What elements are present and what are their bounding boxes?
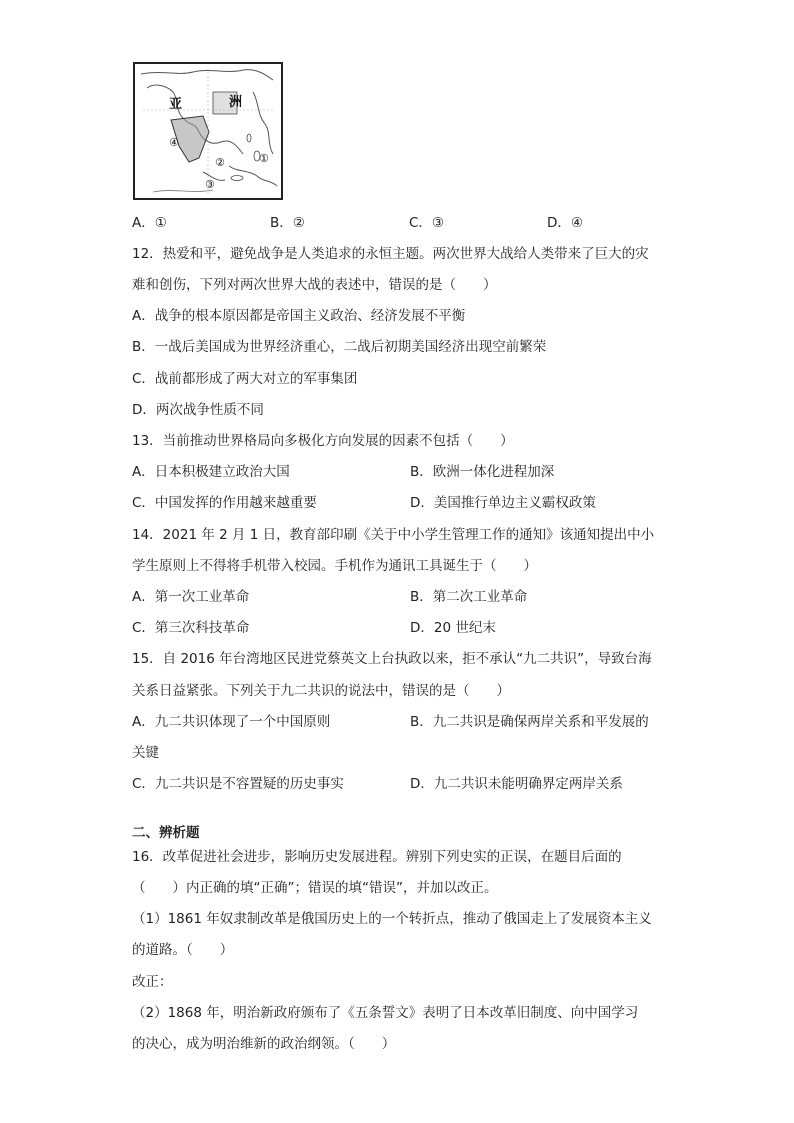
q15-option-b[interactable]: B．九二共识是确保两岸关系和平发展的	[410, 714, 649, 730]
map-marker-3: ③	[205, 178, 215, 191]
q13-option-d[interactable]: D．美国推行单边主义霸权政策	[410, 495, 596, 511]
map-label-zhou: 洲	[229, 95, 243, 110]
q11-option-c[interactable]: C．③	[409, 215, 445, 231]
map-label-ya: 亚	[169, 97, 183, 112]
map-marker-2: ②	[215, 156, 225, 169]
q16-part1-line2: 的道路。（ ）	[132, 942, 234, 958]
q12-option-b[interactable]: B．一战后美国成为世界经济重心，二战后初期美国经济出现空前繁荣	[132, 339, 547, 355]
q12-option-d[interactable]: D．两次战争性质不同	[132, 402, 264, 418]
q15-stem-line2: 关系日益紧张。下列关于九二共识的说法中，错误的是（ ）	[132, 683, 510, 699]
asia-map-figure	[133, 62, 283, 200]
map-marker-1: ①	[259, 152, 269, 165]
q16-part1-line1: （1）1861 年奴隶制改革是俄国历史上的一个转折点，推动了俄国走上了发展资本主义	[132, 911, 652, 927]
q15-option-c[interactable]: C．九二共识是不容置疑的历史事实	[132, 776, 344, 792]
q11-option-a[interactable]: A．①	[132, 215, 167, 231]
q15-stem-line1: 15．自 2016 年台湾地区民进党蔡英文上台执政以来，拒不承认“九二共识”，导致台海	[132, 651, 652, 667]
q14-option-c[interactable]: C．第三次科技革命	[132, 620, 250, 636]
q14-option-a[interactable]: A．第一次工业革命	[132, 589, 250, 605]
q12-stem-line2: 难和创伤，下列对两次世界大战的表述中，错误的是（ ）	[132, 277, 497, 293]
q13-option-a[interactable]: A．日本积极建立政治大国	[132, 464, 290, 480]
q14-stem-line1: 14．2021 年 2 月 1 日，教育部印刷《关于中小学生管理工作的通知》该通知提出中小	[132, 527, 655, 543]
q14-option-b[interactable]: B．第二次工业革命	[410, 589, 528, 605]
q15-option-d[interactable]: D．九二共识未能明确界定两岸关系	[410, 776, 623, 792]
q13-option-c[interactable]: C．中国发挥的作用越来越重要	[132, 495, 317, 511]
q12-stem-line1: 12．热爱和平，避免战争是人类追求的永恒主题。两次世界大战给人类带来了巨大的灾	[132, 246, 649, 262]
section-heading: 二、辨析题	[132, 825, 200, 841]
q15-option-a[interactable]: A．九二共识体现了一个中国原则	[132, 714, 331, 730]
q11-option-b[interactable]: B．②	[270, 215, 305, 231]
map-marker-4: ④	[169, 136, 179, 149]
q11-option-d[interactable]: D．④	[547, 215, 583, 231]
q16-stem-line1: 16．改革促进社会进步，影响历史发展进程。辨别下列史实的正误，在题目后面的	[132, 849, 622, 865]
q13-stem: 13．当前推动世界格局向多极化方向发展的因素不包括（ ）	[132, 433, 514, 449]
q14-stem-line2: 学生原则上不得将手机带入校园。手机作为通讯工具诞生于（ ）	[132, 558, 537, 574]
q12-option-c[interactable]: C．战前都形成了两大对立的军事集团	[132, 371, 358, 387]
q12-option-a[interactable]: A．战争的根本原因都是帝国主义政治、经济发展不平衡	[132, 308, 466, 324]
q15-option-b-continued: 关键	[132, 745, 159, 761]
q13-option-b[interactable]: B．欧洲一体化进程加深	[410, 464, 555, 480]
q16-part2-line1: （2）1868 年，明治新政府颁布了《五条誓文》表明了日本改革旧制度、向中国学习	[132, 1005, 639, 1021]
q16-stem-line2: （ ）内正确的填“正确”；错误的填“错误”，并加以改正。	[132, 880, 498, 896]
q14-option-d[interactable]: D．20 世纪末	[410, 620, 496, 636]
q16-correction-label: 改正：	[132, 974, 173, 990]
q16-part2-line2: 的决心，成为明治维新的政治纲领。（ ）	[132, 1036, 396, 1052]
